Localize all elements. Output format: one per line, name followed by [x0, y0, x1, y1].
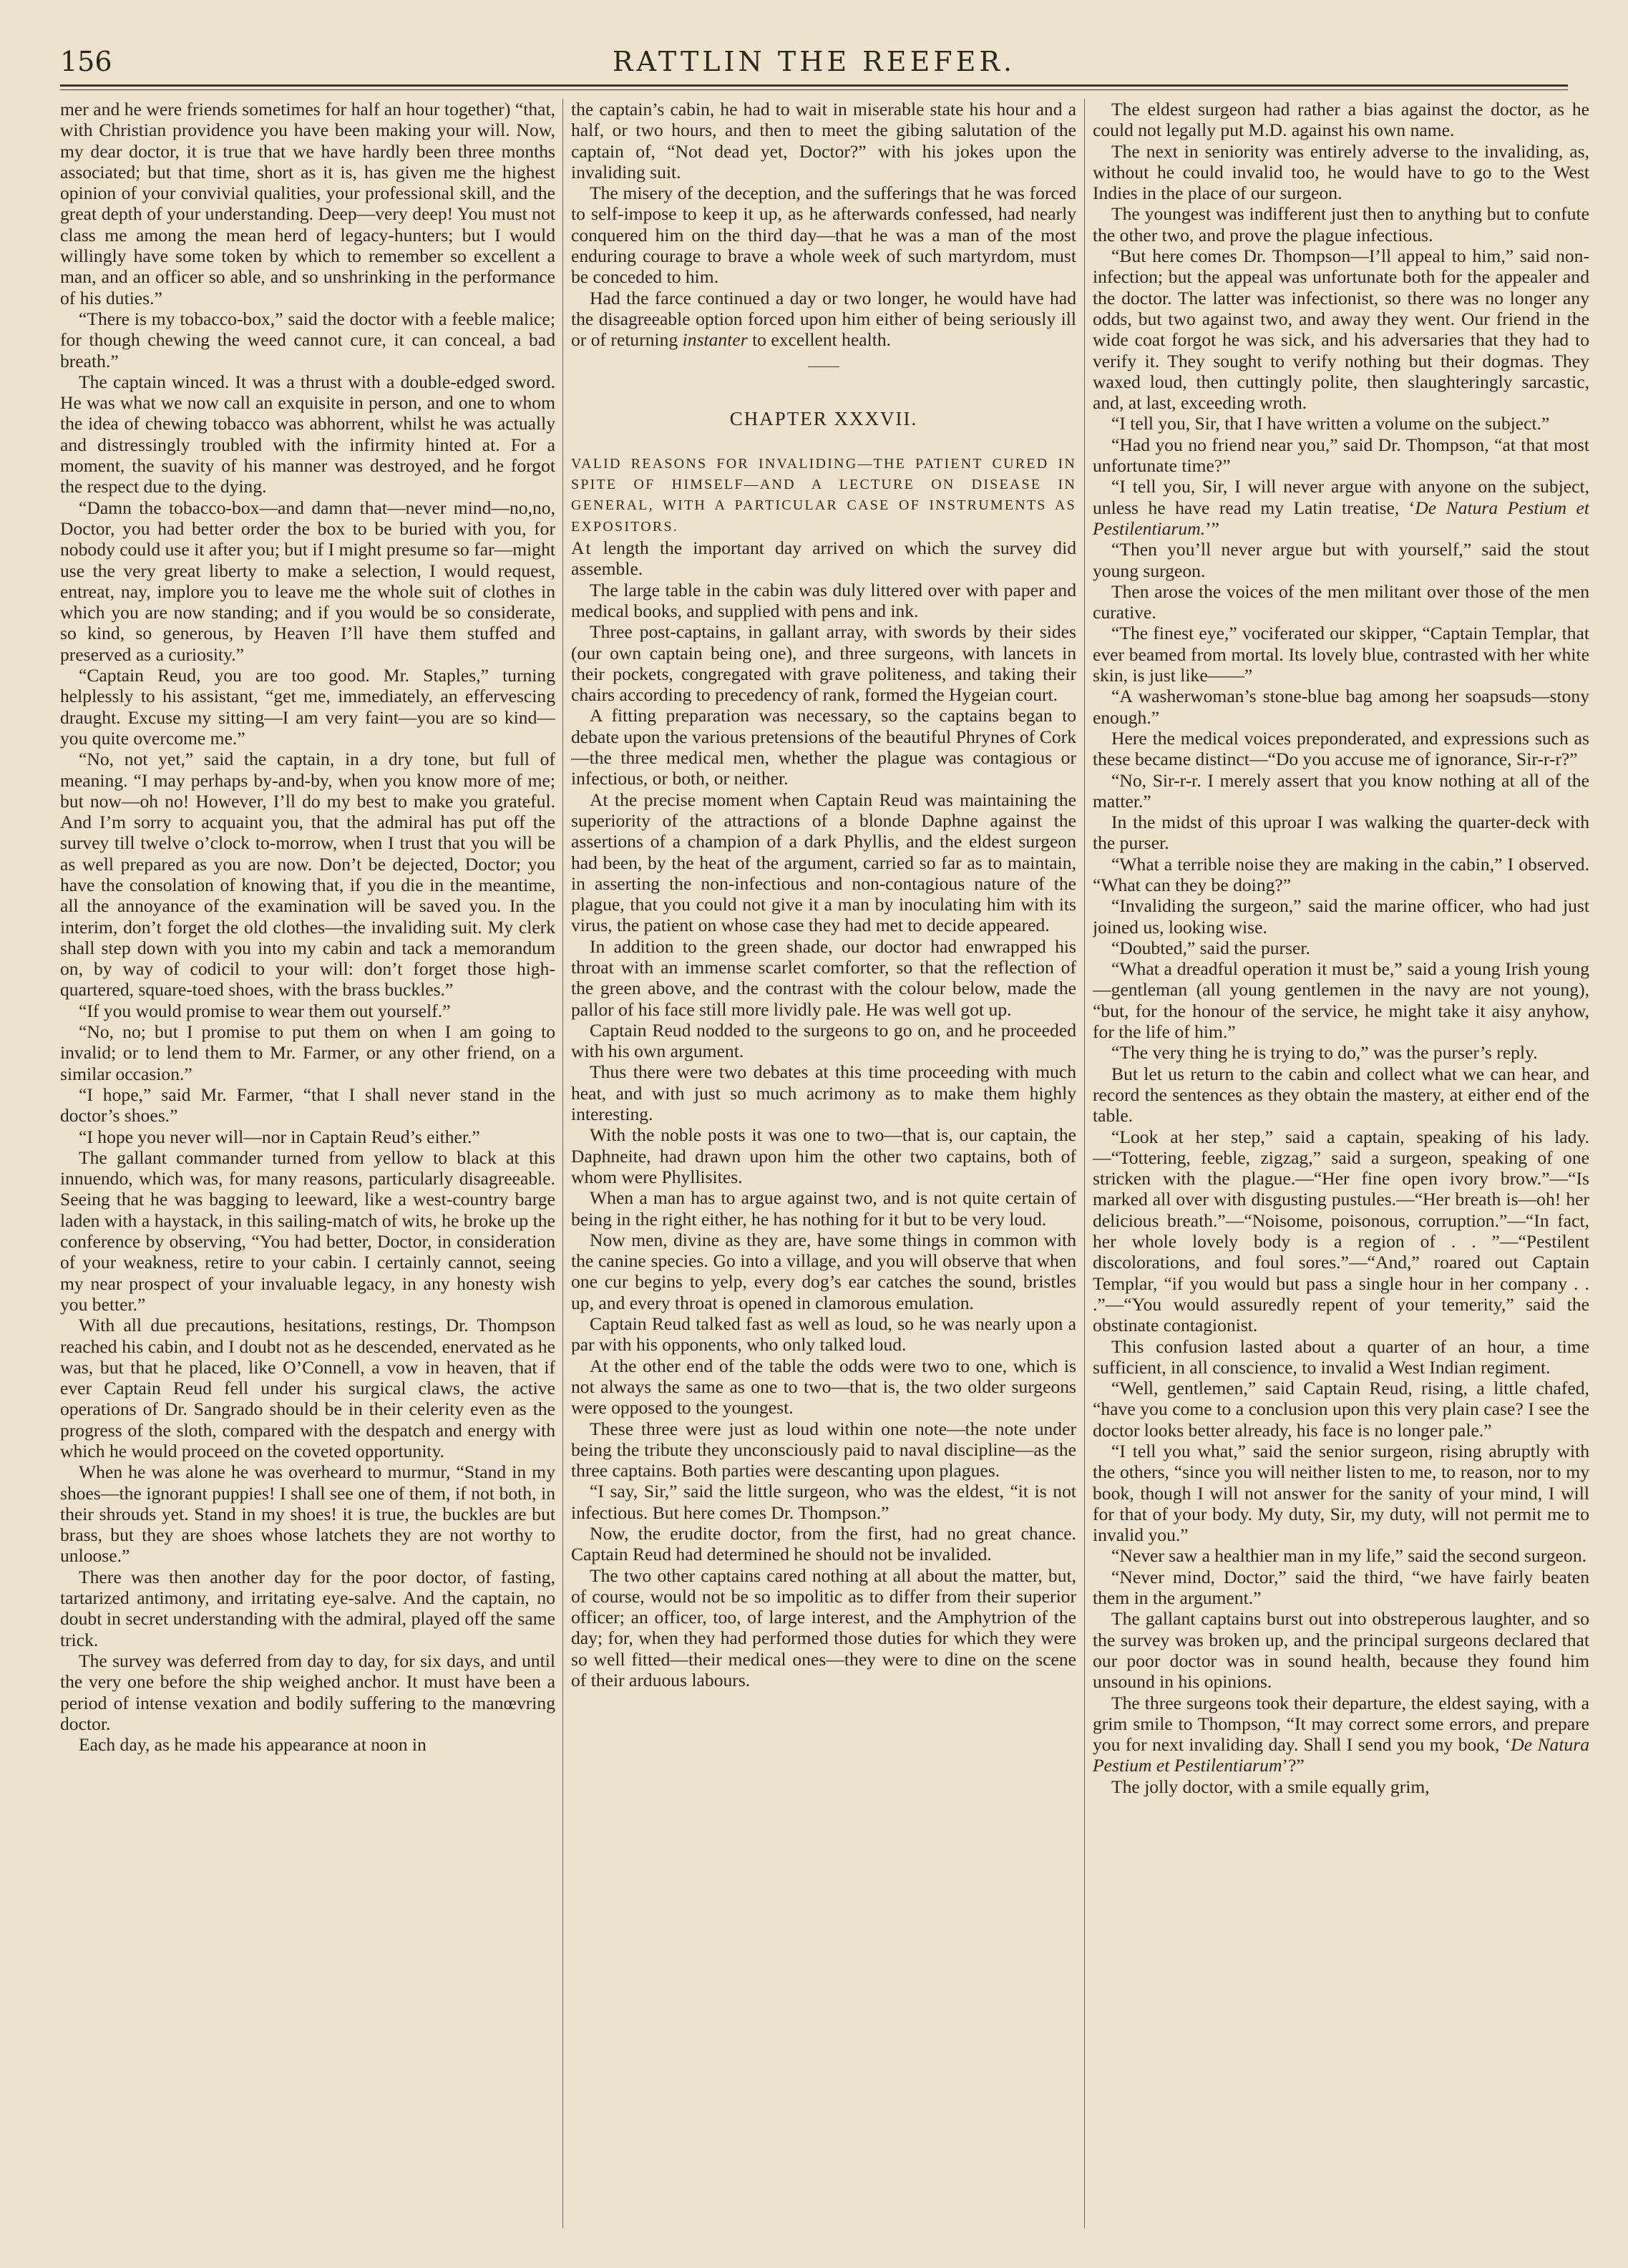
paragraph: Thus there were two debates at this time proceeding with much heat, and with just so much acrimony as to make them highly interesting. [571, 1061, 1076, 1125]
paragraph: Captain Reud talked fast as well as loud, so he was nearly upon a par with his opponents, who only talked loud. [571, 1313, 1076, 1356]
chapter-summary: VALID REASONS FOR INVALIDING—THE PATIENT CURED IN SPITE OF HIMSELF—AND A LECTURE ON DISEASE IN GENERAL, WITH A PARTICULAR CASE OF INSTRUMENTS AS EXPOSITORS. [571, 455, 1076, 535]
paragraph: “But here comes Dr. Thompson—I’ll appeal to him,” said non-infection; but the appeal was unfortunate both for the appealer and the doctor. The latter was infectionist, so there was no longer any odds, but two against two, and away they went. Our friend in the wide coat forgot he was sick, and his adversaries that they had to verify it. They sought to verify nothing but their dogmas. They waxed loud, then cuttingly polite, then slaughteringly sarcastic, and, at last, exceeding wroth. [1093, 245, 1589, 414]
paragraph: “Had you no friend near you,” said Dr. Thompson, “at that most unfortunate time?” [1093, 434, 1589, 477]
paragraph: “I tell you, Sir, that I have written a volume on the subject.” [1111, 413, 1550, 434]
paragraph: At the other end of the table the odds were two to one, which is not always the same as one to two—that is, the two older surgeons were opposed to the youngest. [571, 1355, 1076, 1418]
column-2 [571, 99, 1076, 2239]
paragraph: “Look at her step,” said a captain, speaking of his lady.—“Tottering, feeble, zigzag,” said a surgeon, speaking of one stricken with the plague.—“Her fine open ivory brow.”—“Is marked all over with disgusting pustules.—“Her breath is—oh! her delicious breath.”—“Noisome, poisonous, corruption.”—“In fact, her whole lovely body is a region of . . ”—“Pestilent discolorations, and foul sores.”—“And,” roared out Captain Templar, “if you would but pass a single hour in her company . . .”—“You would assuredly repent of your temerity,” said the obstinate contagionist. [1093, 1126, 1589, 1336]
paragraph: With the noble posts it was one to two—that is, our captain, the Daphneite, had drawn upon him the other two captains, both of whom were Phyllisites. [571, 1124, 1076, 1187]
paragraph: The gallant commander turned from yellow to black at this innuendo, which was, for many reasons, particularly disagreeable. Seeing that he was bagging to leeward, like a west-country barge laden with a haystack, in this sailing-match of wits, he broke up the conference by observing, “You had better, Doctor, in consideration of your weakness, retire to your cabin. I certainly cannot, seeing my near prospect of your invaluable legacy, in any honesty wish you better.” [60, 1147, 555, 1315]
paragraph: The next in seniority was entirely adverse to the invaliding, as, without he could invalid too, he would have to go to the West Indies in the place of our surgeon. [1093, 140, 1589, 204]
paragraph: When he was alone he was overheard to murmur, “Stand in my shoes—the ignorant puppies! I shall see one of them, if not both, in their shrouds yet. Stand in my shoes! it is true, the buckles are but brass, but they are shoes whose latchets they are not worthy to unloose.” [60, 1461, 555, 1567]
paragraph: “No, no; but I promise to put them on when I am going to invalid; or to lend them to Mr. Farmer, or any other friend, on a similar occasion.” [60, 1021, 555, 1084]
header-rule-thin [60, 89, 1568, 90]
paragraph: This confusion lasted about a quarter of an hour, a time sufficient, in all conscience, to invalid a West Indian regiment. [1093, 1335, 1589, 1378]
paragraph: With all due precautions, hesitations, restings, Dr. Thompson reached his cabin, and I doubt not as he descended, enervated as he was, but that he placed, like O’Connell, a vow in heaven, that if ever Captain Reud fell under his surgical claws, the active operations of Dr. Sangrado should be in their celerity even as the progress of the sloth, compared with the despatch and energy with which he would proceed on the coveted opportunity. [60, 1315, 555, 1461]
page-number: 156 [60, 46, 112, 77]
paragraph: Then arose the voices of the men militant over those of the men curative. [1093, 580, 1589, 623]
page-header [60, 43, 1568, 84]
paragraph: “I tell you what,” said the senior surgeon, rising abruptly with the others, “since you will neither listen to me, to reason, nor to my book, though I will not answer for the sanity of your mind, I will for that of your body. My duty, Sir, my duty, will not permit me to invalid you.” [1093, 1441, 1589, 1546]
paragraph: The gallant captains burst out into obstreperous laughter, and so the survey was broken up, and the principal surgeons declared that our poor doctor was in sound health, because they found him unsound in his opinions. [1093, 1608, 1589, 1693]
paragraph: “No, not yet,” said the captain, in a dry tone, but full of meaning. “I may perhaps by-and-by, when you know more of me; but now—oh no! However, I’ll do my best to make you grateful. And I’m sorry to acquaint you, that the admiral has put off the survey till twelve o’clock to-morrow, when I trust that you will be as well prepared as you are now. Don’t be dejected, Doctor; you have the consolation of knowing that, if you die in the meantime, all the annoyance of the examination will be saved you. In the interim, don’t forget the old clothes—the invaliding suit. My clerk shall step down with you into my cabin and tack a memorandum on, by way of codicil to your will: don’t forget those high-quartered, square-toed shoes, with the brass buckles.” [60, 749, 555, 1001]
paragraph: the captain’s cabin, he had to wait in miserable state his hour and a half, or two hours, and then to meet the gibing salutation of the captain of, “Not dead yet, Doctor?” with his jokes upon the invaliding suit. [571, 99, 1076, 182]
paragraph: Had the farce continued a day or two longer, he would have had the disagreeable option forced upon him either of being seriously ill or of returning instanter to excellent health. [571, 287, 1076, 351]
paragraph: Now men, divine as they are, have some things in common with the canine species. Go into a village, and you will observe that when one cur begins to yelp, every dog’s ear catches the sound, bristles up, and every throat is opened in clamorous emulation. [571, 1229, 1076, 1313]
column-1 [60, 99, 555, 2239]
paragraph: “I say, Sir,” said the little surgeon, who was the eldest, “it is not infectious. But here comes Dr. Thompson.” [571, 1481, 1076, 1523]
column-3 [1093, 99, 1589, 2239]
column-divider [1084, 99, 1085, 2228]
chapter-heading: CHAPTER XXXVII. [729, 407, 918, 429]
paragraph: The eldest surgeon had rather a bias against the doctor, as he could not legally put M.D. against his own name. [1093, 99, 1589, 141]
paragraph: “I tell you, Sir, I will never argue with anyone on the subject, unless he have read my Latin treatise, ‘De Natura Pestium et Pestilentiarum.’” [1093, 476, 1589, 539]
paragraph: “Captain Reud, you are too good. Mr. Staples,” turning helplessly to his assistant, “get me, immediately, an effervescing draught. Excuse my sitting—I am very faint—you are so kind—you quite overcome me.” [60, 665, 555, 749]
paragraph: When a man has to argue against two, and is not quite certain of being in the right either, he has nothing for it but to be very loud. [571, 1187, 1076, 1230]
paragraph: At the precise moment when Captain Reud was maintaining the superiority of the attractions of a blonde Daphne against the assertions of a champion of a dark Phyllis, and the eldest surgeon had been, by the heat of the argument, carried so far as to maintain, in asserting the non-infectious and non-contagious nature of the plague, that you could not give it a man by inoculating him with its virus, the patient on whose case they had met to decide appeared. [571, 789, 1076, 936]
paragraph: “A washerwoman’s stone-blue bag among her soapsuds—stony enough.” [1093, 686, 1589, 728]
paragraph: But let us return to the cabin and collect what we can hear, and record the sentences as they obtain the mastery, at either end of the table. [1093, 1063, 1589, 1126]
paragraph: “The finest eye,” vociferated our skipper, “Captain Templar, that ever beamed from mortal. Its lovely blue, contrasted with her white skin, is just like——” [1093, 623, 1589, 686]
paragraph: The misery of the deception, and the sufferings that he was forced to self-impose to keep it up, as he afterwards confessed, had nearly conquered him on the third day—that he was a man of the most enduring courage to brave a whole week of such martyrdom, must be conceded to him. [571, 182, 1076, 288]
paragraph: “No, Sir-r-r. I merely assert that you know nothing at all of the matter.” [1093, 769, 1589, 812]
paragraph: “What a terrible noise they are making in the cabin,” I observed. “What can they be doing?” [1093, 853, 1589, 895]
paragraph: “Doubted,” said the purser. [1111, 937, 1310, 958]
paragraph: “If you would promise to wear them out yourself.” [79, 1000, 451, 1021]
paragraph: The two other captains cared nothing at all about the matter, but, of course, would not be so impolitic as to differ from their superior officer; an officer, too, of large interest, and the Amphytrion of the day; for, when they had performed those duties for which they were so well fitted—their medical ones—they were to dine on the scene of their arduous labours. [571, 1564, 1076, 1691]
section-rule [808, 366, 839, 367]
paragraph: “I hope you never will—nor in Captain Reud’s either.” [79, 1126, 480, 1147]
paragraph: The three surgeons took their departure, the eldest saying, with a grim smile to Thompson, “It may correct some errors, and prepare you for next invaliding day. Shall I send you my book, ‘De Natura Pestium et Pestilentiarum’?” [1093, 1692, 1589, 1776]
running-title: RATTLIN THE REEFER. [612, 46, 1016, 77]
paragraph: The large table in the cabin was duly littered over with paper and medical books, and supplied with pens and ink. [571, 579, 1076, 621]
column-divider [562, 99, 563, 2228]
paragraph: The jolly doctor, with a smile equally grim, [1111, 1776, 1430, 1797]
paragraph: In addition to the green shade, our doctor had enwrapped his throat with an immense scarlet comforter, so that the reflection of the green above, and the contrast with the colour below, made the pallor of his face still more lividly pale. He was well got up. [571, 935, 1076, 1020]
paragraph: “What a dreadful operation it must be,” said a young Irish young—gentleman (all young gentlemen in the navy are not young), “but, for the honour of the service, he might take it aisy anyhow, for the life of him.” [1093, 958, 1589, 1043]
paragraph: Each day, as he made his appearance at noon in [79, 1734, 427, 1756]
paragraph: The survey was deferred from day to day, for six days, and until the very one before the ship weighed anchor. It must have been a period of intense vexation and bodily suffering to the manœvring doctor. [60, 1650, 555, 1734]
paragraph: A fitting preparation was necessary, so the captains began to debate upon the various pretensions of the beautiful Phrynes of Cork—the three medical men, whether the plague was contagious or infectious, or both, or neither. [571, 705, 1076, 789]
paragraph: mer and he were friends sometimes for half an hour together) “that, with Christian providence you have been making your will. Now, my dear doctor, it is true that we have hardly been three months associated; but that time, short as it is, has given me the highest opinion of your convivial qualities, your professional skill, and the great depth of your understanding. Deep—very deep! You must not class me among the mean herd of legacy-hunters; but I would willingly have some token by which to remember so excellent a man, and an officer so able, and so unshrinking in the performance of his duties.” [60, 99, 555, 308]
paragraph: “Damn the tobacco-box—and damn that—never mind—no,no, Doctor, you had better order the box to be buried with you, for nobody could use it after you; but if I might presume so far—might use the very great liberty to make a selection, I would request, entreat, nay, implore you to leave me the whole suit of clothes in which you are now standing; and if you would be so considerate, so kind, so generous, by Heaven I’ll have them stuffed and preserved as a curiosity.” [60, 497, 555, 665]
paragraph: “The very thing he is trying to do,” was the purser’s reply. [1111, 1042, 1538, 1064]
paragraph: “Invaliding the surgeon,” said the marine officer, who had just joined us, looking wise. [1093, 895, 1589, 938]
paragraph: Captain Reud nodded to the surgeons to go on, and he proceeded with his own argument. [571, 1019, 1076, 1062]
paragraph: “Never mind, Doctor,” said the third, “we have fairly beaten them in the argument.” [1093, 1566, 1589, 1609]
paragraph: The captain winced. It was a thrust with a double-edged sword. He was what we now call an exquisite in person, and one to whom the idea of chewing tobacco was abhorrent, whilst he was actually and distressingly troubled with the infirmity hinted at. For a moment, the suavity of his manner was destroyed, and he forgot the respect due to the dying. [60, 371, 555, 497]
paragraph: Three post-captains, in gallant array, with swords by their sides (our own captain being one), and three surgeons, with lancets in their pockets, congregated with grave politeness, and taking their chairs according to precedency of rank, formed the Hygeian court. [571, 621, 1076, 706]
paragraph: “Well, gentlemen,” said Captain Reud, rising, a little chafed, “have you come to a conclusion upon this very plain case? I see the doctor looks better already, his face is no longer pale.” [1093, 1378, 1589, 1441]
paragraph: Now, the erudite doctor, from the first, had no great chance. Captain Reud had determined he should not be invalided. [571, 1523, 1076, 1565]
paragraph: There was then another day for the poor doctor, of fasting, tartarized antimony, and irritating eye-salve. And the captain, no doubt in secret understanding with the admiral, played off the same trick. [60, 1566, 555, 1650]
paragraph: At length the important day arrived on which the survey did assemble. [571, 537, 1076, 580]
paragraph: “Never saw a healthier man in my life,” said the second surgeon. [1111, 1545, 1587, 1567]
paragraph: In the midst of this uproar I was walking the quarter-deck with the purser. [1093, 812, 1589, 854]
paragraph: “Then you’ll never argue but with yourself,” said the stout young surgeon. [1093, 539, 1589, 581]
paragraph: “There is my tobacco-box,” said the doctor with a feeble malice; for though chewing the weed cannot cure, it can conceal, a bad breath.” [60, 308, 555, 371]
paragraph: “I hope,” said Mr. Farmer, “that I shall never stand in the doctor’s shoes.” [60, 1084, 555, 1126]
paragraph: These three were just as loud within one note—the note under being the tribute they unconsciously paid to naval discipline—as the three captains. Both parties were descanting upon plagues. [571, 1418, 1076, 1481]
paragraph: Here the medical voices preponderated, and expressions such as these became distinct—“Do you accuse me of ignorance, Sir-r-r?” [1093, 727, 1589, 770]
paragraph: The youngest was indifferent just then to anything but to confute the other two, and prove the plague infectious. [1093, 203, 1589, 245]
header-rule-thick [60, 84, 1568, 87]
